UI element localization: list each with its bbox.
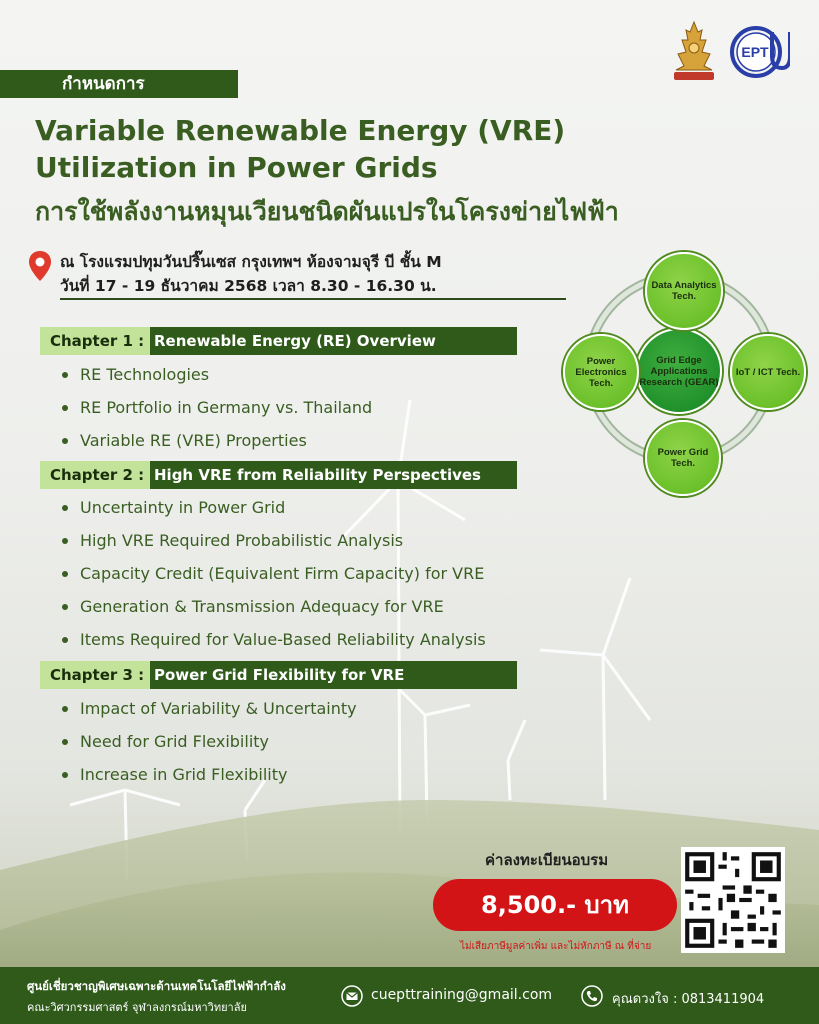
chapter-3-number: Chapter 3 : [40, 661, 150, 689]
course-title-line2: Utilization in Power Grids [35, 151, 438, 184]
list-item: Generation & Transmission Adequacy for VRE [62, 590, 486, 623]
phone-icon [581, 985, 603, 1007]
chapter-2-list [62, 491, 486, 656]
list-item: High VRE Required Probabilistic Analysis [62, 524, 486, 557]
chapter-1-heading [40, 327, 517, 355]
course-title-thai: การใช้พลังงานหมุนเวียนชนิดผันแปรในโครงข่ายไฟฟ้า [35, 197, 619, 226]
event-datetime: วันที่ 17 - 19 ธันวาคม 2568 เวลา 8.30 - 16.30 น. [60, 277, 437, 295]
chapter-2-number: Chapter 2 : [40, 461, 150, 489]
diagram-node-top: Data Analytics Tech. [645, 252, 723, 330]
fee-note: ไม่เสียภาษีมูลค่าเพิ่ม และไม่หักภาษี ณ ที่จ่าย [460, 941, 652, 952]
qr-code-icon [681, 847, 785, 953]
chapter-3-heading [40, 661, 517, 689]
chapter-2-title: High VRE from Reliability Perspectives [150, 461, 517, 489]
chapter-1-list [62, 358, 372, 457]
course-title-line1: Variable Renewable Energy (VRE) [35, 114, 566, 147]
chapter-1-title: Renewable Energy (RE) Overview [150, 327, 517, 355]
course-title [35, 112, 675, 186]
footer [0, 967, 819, 1024]
fee-label: ค่าลงทะเบียนอบรม [485, 851, 609, 869]
list-item: Items Required for Value-Based Reliability Analysis [62, 623, 486, 656]
list-item: Need for Grid Flexibility [62, 725, 357, 758]
diagram-center-node: Grid Edge Applications Research (GEAR) [636, 328, 722, 414]
list-item: Impact of Variability & Uncertainty [62, 692, 357, 725]
list-item: Variable RE (VRE) Properties [62, 424, 372, 457]
list-item: Increase in Grid Flexibility [62, 758, 357, 791]
contact-phone[interactable]: คุณดวงใจ : 0813411904 [612, 992, 765, 1007]
fee-amount: 8,500.- บาท [433, 879, 677, 931]
diagram-node-right: IoT / ICT Tech. [730, 334, 806, 410]
list-item: RE Technologies [62, 358, 372, 391]
cuept-logo [728, 22, 790, 82]
diagram-node-bottom: Power Grid Tech. [645, 420, 721, 496]
faculty-name: คณะวิศวกรรมศาสตร์ จุฬาลงกรณ์มหาวิทยาลัย [27, 1001, 247, 1014]
location-pin-icon [28, 250, 52, 282]
diagram-node-left: Power Electronics Tech. [563, 334, 639, 410]
chapter-3-list [62, 692, 357, 791]
schedule-tag: กำหนดการ [0, 70, 238, 98]
contact-email[interactable]: cuepttraining@gmail.com [371, 987, 553, 1003]
divider [60, 298, 566, 300]
list-item: Capacity Credit (Equivalent Firm Capacity) for VRE [62, 557, 486, 590]
university-crest-logo [668, 18, 720, 84]
organization-name: ศูนย์เชี่ยวชาญพิเศษเฉพาะด้านเทคโนโลยีไฟฟ้ากำลัง [27, 979, 286, 993]
list-item: Uncertainty in Power Grid [62, 491, 486, 524]
email-icon [341, 985, 363, 1007]
list-item: RE Portfolio in Germany vs. Thailand [62, 391, 372, 424]
logo-text: EPT [741, 44, 769, 60]
chapter-2-heading [40, 461, 517, 489]
chapter-1-number: Chapter 1 : [40, 327, 150, 355]
chapter-3-title: Power Grid Flexibility for VRE [150, 661, 517, 689]
event-location: ณ โรงแรมปทุมวันปริ๊นเซส กรุงเทพฯ ห้องจามจุรี บี ชั้น M [60, 253, 442, 271]
qr-code[interactable] [681, 847, 785, 953]
